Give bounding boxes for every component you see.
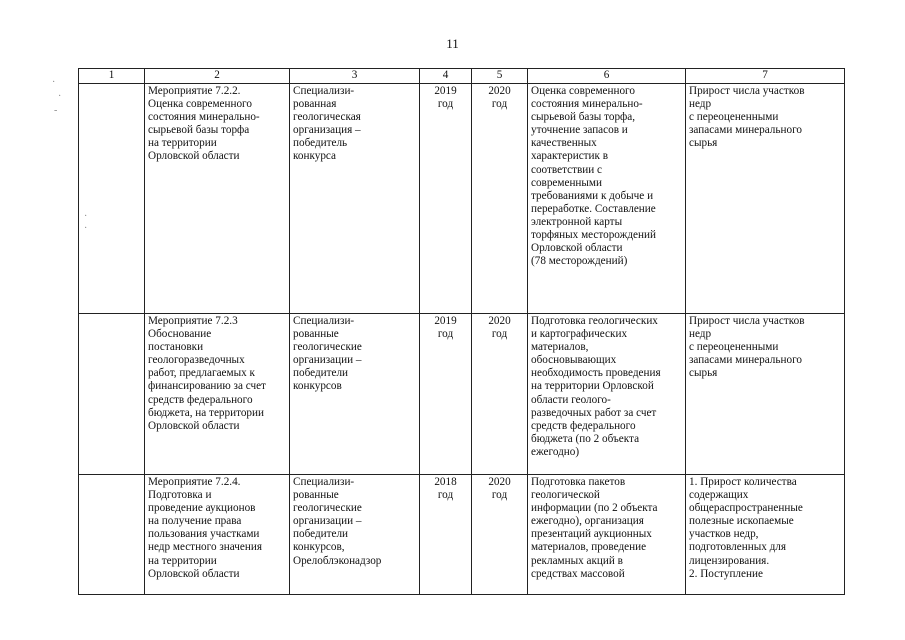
- column-header-6: 6: [528, 69, 686, 84]
- cell-text-line: на получение права: [148, 515, 242, 528]
- cell-text-line: сырьевой базы торфа: [148, 124, 250, 137]
- cell-text-line: состояния минерально-: [148, 111, 260, 124]
- scan-mark: -: [54, 105, 58, 116]
- cell-text-line: рованные: [293, 328, 339, 341]
- cell-text-line: качественных: [531, 137, 597, 150]
- cell-text-line: на территории: [148, 137, 217, 150]
- cell-text-line: средствах массовой: [531, 567, 625, 580]
- cell-text-line: Прирост числа участков: [689, 85, 805, 97]
- cell-text-line: геологические: [293, 502, 362, 515]
- cell-text-line: бюджета, на территории: [148, 406, 264, 419]
- cell-text-line: 2018: [434, 476, 457, 488]
- column-header-2: 2: [145, 69, 290, 84]
- row-number-cell: [79, 475, 145, 595]
- cell-text-line: год: [437, 328, 454, 341]
- cell-text-line: полезные ископаемые: [689, 515, 794, 528]
- cell-text-line: конкурсов: [293, 380, 342, 393]
- cell-text-line: 2020: [488, 315, 511, 327]
- cell-text-line: с переоцененными: [689, 111, 779, 124]
- cell-text-line: Мероприятие 7.2.4.: [148, 476, 241, 488]
- table-row: [79, 475, 845, 595]
- cell-text-line: с переоцененными: [689, 341, 779, 354]
- cell-text-line: подготовленных для: [689, 541, 787, 554]
- cell-text-line: бюджета (по 2 объекта: [531, 432, 640, 445]
- column-header-1: 1: [79, 69, 145, 84]
- cell-text-line: недр: [689, 328, 712, 341]
- cell-text-line: (78 месторождений): [531, 255, 628, 268]
- cell-text-line: соответствии с: [531, 163, 602, 176]
- cell-text-line: год: [491, 328, 508, 341]
- cell-text-line: 1. Прирост количества: [689, 476, 797, 488]
- executor-cell: [290, 475, 420, 595]
- executor-cell: [290, 314, 420, 475]
- cell-text-line: содержащих: [689, 489, 749, 502]
- cell-text-line: и картографических: [531, 328, 628, 341]
- row-number-cell: [79, 84, 145, 314]
- table-row: [79, 84, 845, 314]
- cell-text-line: уточнение запасов и: [531, 124, 628, 137]
- cell-text-line: проведение аукционов: [148, 502, 256, 515]
- cell-text-line: сырья: [689, 367, 718, 380]
- cell-text-line: организации –: [293, 354, 362, 367]
- cell-text-line: конкурса: [293, 150, 336, 163]
- cell-text-line: геологические: [293, 341, 362, 354]
- cell-text-line: материалов,: [531, 341, 589, 354]
- executor-cell: [290, 84, 420, 314]
- cell-text-line: организация –: [293, 124, 361, 137]
- cell-text-line: Специализи-: [293, 315, 355, 327]
- cell-text-line: средств федерального: [148, 393, 253, 406]
- cell-text-line: организации –: [293, 515, 362, 528]
- indicator-cell: [686, 314, 845, 475]
- start-year-cell: [420, 84, 472, 314]
- cell-text-line: ежегодно), организация: [531, 515, 644, 528]
- cell-text-line: год: [491, 98, 508, 111]
- cell-text-line: 2020: [488, 476, 511, 488]
- cell-text-line: требованиями к добыче и: [531, 189, 654, 202]
- scan-mark: ·: [52, 77, 56, 88]
- expected-result-cell: [528, 314, 686, 475]
- cell-text-line: конкурсов,: [293, 541, 345, 554]
- cell-text-line: сырья: [689, 137, 718, 150]
- cell-text-line: лицензирования.: [689, 554, 770, 567]
- start-year-cell: [420, 314, 472, 475]
- indicator-cell: [686, 84, 845, 314]
- cell-text-line: 2020: [488, 85, 511, 97]
- column-header-7: 7: [686, 69, 845, 84]
- cell-text-line: Мероприятие 7.2.3: [148, 315, 238, 327]
- cell-text-line: торфяных месторождений: [531, 229, 656, 242]
- table-header-row: [79, 69, 845, 84]
- cell-text-line: Прирост числа участков: [689, 315, 805, 327]
- cell-text-line: Орловской области: [148, 567, 240, 580]
- cell-text-line: средств федерального: [531, 419, 636, 432]
- cell-text-line: 2. Поступление: [689, 567, 763, 580]
- cell-text-line: победитель: [293, 137, 348, 150]
- column-header-3: 3: [290, 69, 420, 84]
- cell-text-line: победители: [293, 528, 349, 541]
- column-header-5: 5: [472, 69, 528, 84]
- cell-text-line: 2019: [434, 315, 457, 327]
- cell-text-line: современными: [531, 176, 603, 189]
- cell-text-line: Орелоблэконадзор: [293, 554, 382, 567]
- expected-result-cell: [528, 84, 686, 314]
- cell-text-line: общераспространенные: [689, 502, 803, 515]
- cell-text-line: необходимость проведения: [531, 367, 661, 380]
- scan-mark: ·: [58, 91, 62, 102]
- cell-text-line: Обоснование: [148, 328, 212, 341]
- cell-text-line: победители: [293, 367, 349, 380]
- scan-mark: ·: [84, 211, 88, 222]
- measures-table: [78, 68, 845, 595]
- cell-text-line: финансированию за счет: [148, 380, 266, 393]
- measure-name-cell: [145, 475, 290, 595]
- end-year-cell: [472, 475, 528, 595]
- table-row: [79, 314, 845, 475]
- cell-text-line: Орловской области: [148, 150, 240, 163]
- cell-text-line: состояния минерально-: [531, 98, 643, 111]
- cell-text-line: Орловской области: [531, 242, 623, 255]
- cell-text-line: разведочных работ за счет: [531, 406, 657, 419]
- cell-text-line: на территории Орловской: [531, 380, 654, 393]
- cell-text-line: недр местного значения: [148, 541, 262, 554]
- cell-text-line: постановки: [148, 341, 204, 354]
- cell-text-line: недр: [689, 98, 712, 111]
- scan-mark: ·: [84, 223, 88, 234]
- indicator-cell: [686, 475, 845, 595]
- cell-text-line: рованные: [293, 489, 339, 502]
- cell-text-line: геологической: [531, 489, 600, 502]
- cell-text-line: Специализи-: [293, 476, 355, 488]
- cell-text-line: год: [491, 489, 508, 502]
- cell-text-line: материалов, проведение: [531, 541, 647, 554]
- cell-text-line: презентаций аукционных: [531, 528, 652, 541]
- cell-text-line: информации (по 2 объекта: [531, 502, 658, 515]
- cell-text-line: электронной карты: [531, 215, 623, 228]
- measure-name-cell: [145, 84, 290, 314]
- cell-text-line: обосновывающих: [531, 354, 617, 367]
- measure-name-cell: [145, 314, 290, 475]
- cell-text-line: Орловской области: [148, 419, 240, 432]
- end-year-cell: [472, 84, 528, 314]
- cell-text-line: рекламных акций в: [531, 554, 623, 567]
- cell-text-line: пользования участками: [148, 528, 260, 541]
- row-number-cell: [79, 314, 145, 475]
- cell-text-line: геологическая: [293, 111, 361, 124]
- cell-text-line: год: [437, 489, 454, 502]
- expected-result-cell: [528, 475, 686, 595]
- cell-text-line: геологоразведочных: [148, 354, 245, 367]
- start-year-cell: [420, 475, 472, 595]
- cell-text-line: характеристик в: [531, 150, 609, 163]
- cell-text-line: запасами минерального: [689, 124, 802, 137]
- cell-text-line: Оценка современного: [531, 85, 635, 97]
- cell-text-line: Подготовка геологических: [531, 315, 658, 327]
- cell-text-line: переработке. Составление: [531, 202, 656, 215]
- cell-text-line: Подготовка и: [148, 489, 212, 502]
- cell-text-line: сырьевой базы торфа,: [531, 111, 636, 124]
- page-number: 11: [446, 36, 459, 51]
- cell-text-line: Оценка современного: [148, 98, 252, 111]
- end-year-cell: [472, 314, 528, 475]
- cell-text-line: Подготовка пакетов: [531, 476, 626, 488]
- cell-text-line: Специализи-: [293, 85, 355, 97]
- cell-text-line: Мероприятие 7.2.2.: [148, 85, 241, 97]
- cell-text-line: участков недр,: [689, 528, 759, 541]
- cell-text-line: рованная: [293, 98, 337, 111]
- cell-text-line: запасами минерального: [689, 354, 802, 367]
- cell-text-line: ежегодно): [531, 445, 580, 458]
- cell-text-line: 2019: [434, 85, 457, 97]
- cell-text-line: работ, предлагаемых к: [148, 367, 255, 380]
- cell-text-line: год: [437, 98, 454, 111]
- cell-text-line: области геолого-: [531, 393, 611, 406]
- cell-text-line: на территории: [148, 554, 217, 567]
- column-header-4: 4: [420, 69, 472, 84]
